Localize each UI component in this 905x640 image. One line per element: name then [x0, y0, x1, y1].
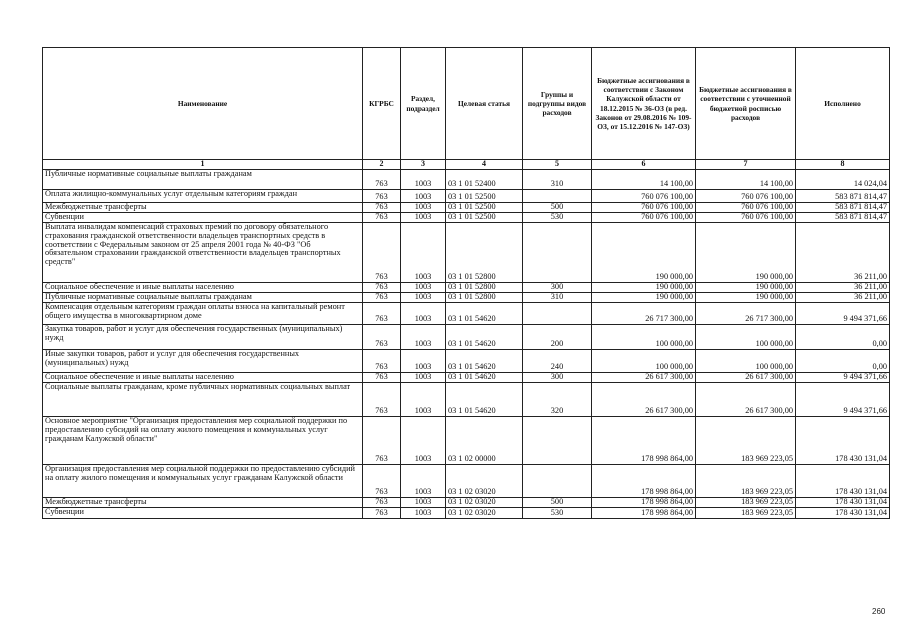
- row-target: 03 1 01 52400: [446, 169, 523, 189]
- column-number: 3: [401, 160, 446, 170]
- row-kgrbs: 763: [363, 382, 401, 416]
- row-kgrbs: 763: [363, 222, 401, 282]
- row-executed: 583 871 814,47: [796, 202, 890, 212]
- row-revised: 190 000,00: [696, 222, 796, 282]
- row-approved: 26 617 300,00: [592, 382, 696, 416]
- table-row: [43, 169, 890, 189]
- row-kgrbs: 763: [363, 282, 401, 292]
- row-section: 1003: [401, 302, 446, 324]
- row-executed: 9 494 371,66: [796, 372, 890, 382]
- row-approved: 190 000,00: [592, 292, 696, 302]
- header-executed: Исполнено: [796, 48, 890, 160]
- row-executed: 36 211,00: [796, 222, 890, 282]
- row-approved: 760 076 100,00: [592, 212, 696, 222]
- row-group: 530: [523, 507, 592, 518]
- row-group: 310: [523, 292, 592, 302]
- table-row: [43, 464, 890, 497]
- row-section: 1003: [401, 382, 446, 416]
- row-approved: 760 076 100,00: [592, 202, 696, 212]
- row-target: 03 1 01 52500: [446, 212, 523, 222]
- row-section: 1003: [401, 282, 446, 292]
- row-name: Закупка товаров, работ и услуг для обеспечения государственных (муниципальных) нужд: [43, 324, 363, 349]
- row-target: 03 1 01 52800: [446, 292, 523, 302]
- budget-table: [42, 47, 890, 519]
- row-section: 1003: [401, 507, 446, 518]
- row-section: 1003: [401, 464, 446, 497]
- row-group: [523, 222, 592, 282]
- row-group: 300: [523, 372, 592, 382]
- header-target: Целевая статья: [446, 48, 523, 160]
- header-kgrbs: КГРБС: [363, 48, 401, 160]
- row-kgrbs: 763: [363, 416, 401, 464]
- header-approved: Бюджетные ассигнования в соответствии с Законом Калужской области от 18.12.2015 № 36-ОЗ (в ред. Законов от 29.08.2016 № 109-ОЗ, от 15.12.2016 № 147-ОЗ): [592, 48, 696, 160]
- row-section: 1003: [401, 497, 446, 507]
- column-number: 5: [523, 160, 592, 170]
- header-groups: Группы и подгруппы видов расходов: [523, 48, 592, 160]
- column-number: 4: [446, 160, 523, 170]
- row-revised: 183 969 223,05: [696, 416, 796, 464]
- row-group: 530: [523, 212, 592, 222]
- column-number: 7: [696, 160, 796, 170]
- row-group: [523, 189, 592, 202]
- row-target: 03 1 01 52800: [446, 222, 523, 282]
- row-section: 1003: [401, 416, 446, 464]
- row-section: 1003: [401, 202, 446, 212]
- row-executed: 178 430 131,04: [796, 507, 890, 518]
- row-kgrbs: 763: [363, 507, 401, 518]
- table-row: [43, 189, 890, 202]
- row-target: 03 1 02 03020: [446, 507, 523, 518]
- row-name: Социальное обеспечение и иные выплаты населению: [43, 282, 363, 292]
- row-section: 1003: [401, 292, 446, 302]
- row-group: [523, 302, 592, 324]
- row-section: 1003: [401, 324, 446, 349]
- row-revised: 26 617 300,00: [696, 382, 796, 416]
- row-revised: 26 617 300,00: [696, 372, 796, 382]
- row-revised: 183 969 223,05: [696, 464, 796, 497]
- row-executed: 0,00: [796, 349, 890, 372]
- row-name: Социальное обеспечение и иные выплаты населению: [43, 372, 363, 382]
- row-approved: 178 998 864,00: [592, 497, 696, 507]
- row-name: Организация предоставления мер социальной поддержки по предоставлению субсидий на оплату жилого помещения и коммунальных услуг гражданам Калужской области: [43, 464, 363, 497]
- row-name: Социальные выплаты гражданам, кроме публичных нормативных социальных выплат: [43, 382, 363, 416]
- row-name: Межбюджетные трансферты: [43, 202, 363, 212]
- row-executed: 36 211,00: [796, 282, 890, 292]
- table-row: [43, 282, 890, 292]
- row-kgrbs: 763: [363, 324, 401, 349]
- column-number: 1: [43, 160, 363, 170]
- row-revised: 190 000,00: [696, 282, 796, 292]
- row-group: 500: [523, 202, 592, 212]
- row-target: 03 1 01 54620: [446, 324, 523, 349]
- column-number: 8: [796, 160, 890, 170]
- row-kgrbs: 763: [363, 202, 401, 212]
- row-group: [523, 464, 592, 497]
- row-target: 03 1 02 00000: [446, 416, 523, 464]
- row-revised: 760 076 100,00: [696, 202, 796, 212]
- row-section: 1003: [401, 372, 446, 382]
- row-target: 03 1 01 52800: [446, 282, 523, 292]
- row-executed: 178 430 131,04: [796, 416, 890, 464]
- row-executed: 36 211,00: [796, 292, 890, 302]
- row-group: 240: [523, 349, 592, 372]
- page-number: 260: [872, 607, 886, 616]
- row-approved: 178 998 864,00: [592, 464, 696, 497]
- row-group: 500: [523, 497, 592, 507]
- column-number: 2: [363, 160, 401, 170]
- row-revised: 183 969 223,05: [696, 497, 796, 507]
- row-approved: 26 617 300,00: [592, 372, 696, 382]
- row-name: Межбюджетные трансферты: [43, 497, 363, 507]
- row-section: 1003: [401, 189, 446, 202]
- column-number-row: [43, 160, 890, 170]
- row-executed: 583 871 814,47: [796, 212, 890, 222]
- table-row: [43, 212, 890, 222]
- row-name: Иные закупки товаров, работ и услуг для обеспечения государственных (муниципальных) нужд: [43, 349, 363, 372]
- row-kgrbs: 763: [363, 302, 401, 324]
- row-approved: 14 100,00: [592, 169, 696, 189]
- row-approved: 760 076 100,00: [592, 189, 696, 202]
- table-row: [43, 202, 890, 212]
- table-header-row: [43, 48, 890, 160]
- row-section: 1003: [401, 169, 446, 189]
- header-section: Раздел, подраздел: [401, 48, 446, 160]
- row-kgrbs: 763: [363, 372, 401, 382]
- row-kgrbs: 763: [363, 292, 401, 302]
- table-row: [43, 382, 890, 416]
- row-target: 03 1 01 54620: [446, 382, 523, 416]
- row-revised: 760 076 100,00: [696, 212, 796, 222]
- row-name: Выплата инвалидам компенсаций страховых премий по договору обязательного страхования гражданской ответственности владельцев транспортных средств в соответствии с Федеральным законом от 25 апреля 2001 года № 40-ФЗ "Об обязательном страховании гражданской ответственности владельцев транспортных средств": [43, 222, 363, 282]
- table-row: [43, 507, 890, 518]
- row-name: Субвенции: [43, 212, 363, 222]
- table-row: [43, 497, 890, 507]
- row-group: 310: [523, 169, 592, 189]
- row-kgrbs: 763: [363, 497, 401, 507]
- row-revised: 183 969 223,05: [696, 507, 796, 518]
- row-executed: 9 494 371,66: [796, 382, 890, 416]
- row-name: Основное мероприятие "Организация предоставления мер социальной поддержки по предоставлению субсидий на оплату жилого помещения и коммунальных услуг гражданам Калужской области": [43, 416, 363, 464]
- row-name: Публичные нормативные социальные выплаты гражданам: [43, 292, 363, 302]
- row-executed: 178 430 131,04: [796, 464, 890, 497]
- row-target: 03 1 02 03020: [446, 497, 523, 507]
- row-section: 1003: [401, 349, 446, 372]
- row-target: 03 1 01 52500: [446, 189, 523, 202]
- row-group: 200: [523, 324, 592, 349]
- row-kgrbs: 763: [363, 169, 401, 189]
- row-approved: 178 998 864,00: [592, 416, 696, 464]
- row-executed: 178 430 131,04: [796, 497, 890, 507]
- row-approved: 26 717 300,00: [592, 302, 696, 324]
- table-row: [43, 372, 890, 382]
- table-row: [43, 324, 890, 349]
- row-name: Публичные нормативные социальные выплаты гражданам: [43, 169, 363, 189]
- row-revised: 14 100,00: [696, 169, 796, 189]
- row-name: Компенсация отдельным категориям граждан оплаты взноса на капитальный ремонт общего имущества в многоквартирном доме: [43, 302, 363, 324]
- row-group: 300: [523, 282, 592, 292]
- row-revised: 190 000,00: [696, 292, 796, 302]
- table-row: [43, 292, 890, 302]
- row-executed: 0,00: [796, 324, 890, 349]
- table-row: [43, 302, 890, 324]
- row-approved: 100 000,00: [592, 324, 696, 349]
- table-row: [43, 222, 890, 282]
- row-revised: 26 717 300,00: [696, 302, 796, 324]
- row-kgrbs: 763: [363, 212, 401, 222]
- column-number: 6: [592, 160, 696, 170]
- row-target: 03 1 01 52500: [446, 202, 523, 212]
- table-row: [43, 416, 890, 464]
- table-row: [43, 349, 890, 372]
- row-group: 320: [523, 382, 592, 416]
- row-section: 1003: [401, 212, 446, 222]
- row-target: 03 1 01 54620: [446, 349, 523, 372]
- row-executed: 583 871 814,47: [796, 189, 890, 202]
- row-approved: 190 000,00: [592, 222, 696, 282]
- row-revised: 760 076 100,00: [696, 189, 796, 202]
- row-target: 03 1 01 54620: [446, 372, 523, 382]
- row-approved: 190 000,00: [592, 282, 696, 292]
- row-executed: 14 024,04: [796, 169, 890, 189]
- row-section: 1003: [401, 222, 446, 282]
- row-approved: 100 000,00: [592, 349, 696, 372]
- row-kgrbs: 763: [363, 464, 401, 497]
- row-revised: 100 000,00: [696, 324, 796, 349]
- row-revised: 100 000,00: [696, 349, 796, 372]
- row-executed: 9 494 371,66: [796, 302, 890, 324]
- header-revised: Бюджетные ассигнования в соответствии с уточненной бюджетной росписью расходов: [696, 48, 796, 160]
- row-name: Субвенции: [43, 507, 363, 518]
- row-target: 03 1 02 03020: [446, 464, 523, 497]
- row-kgrbs: 763: [363, 189, 401, 202]
- row-kgrbs: 763: [363, 349, 401, 372]
- row-approved: 178 998 864,00: [592, 507, 696, 518]
- row-target: 03 1 01 54620: [446, 302, 523, 324]
- row-name: Оплата жилищно-коммунальных услуг отдельным категориям граждан: [43, 189, 363, 202]
- row-group: [523, 416, 592, 464]
- header-name: Наименование: [43, 48, 363, 160]
